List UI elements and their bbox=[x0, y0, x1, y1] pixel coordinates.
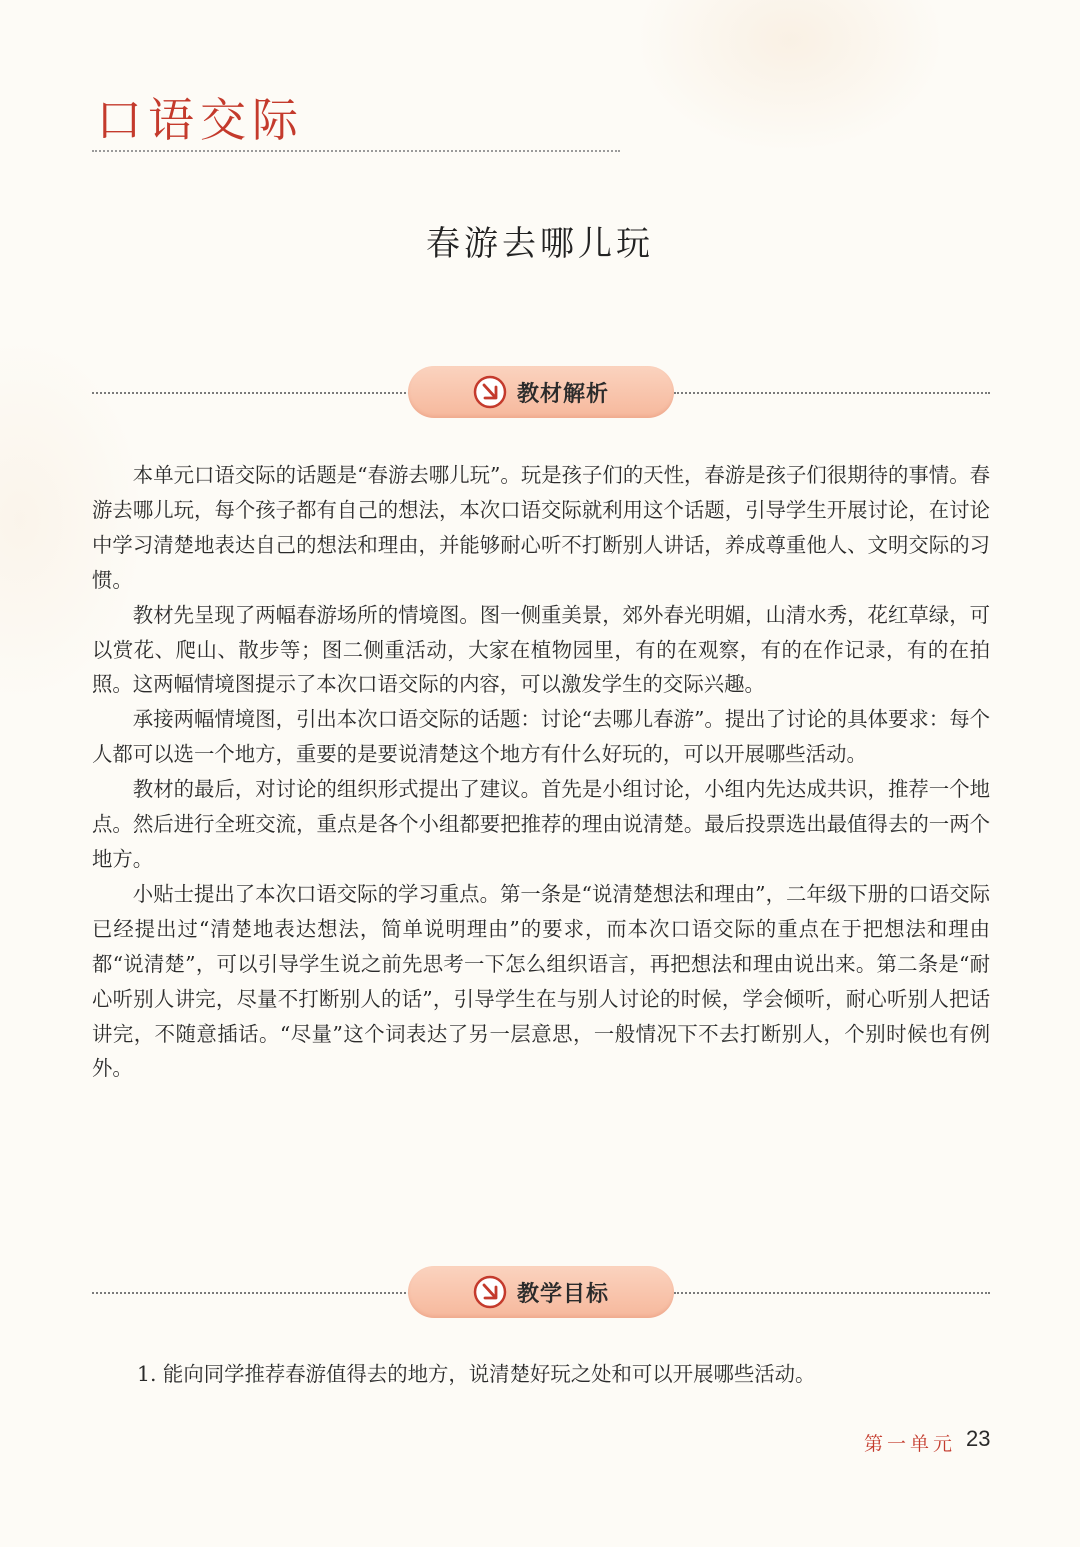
page-number: 23 bbox=[966, 1426, 991, 1451]
analysis-paragraph: 本单元口语交际的话题是“春游去哪儿玩”。玩是孩子们的天性，春游是孩子们很期待的事情。春游去哪儿玩，每个孩子都有自己的想法，本次口语交际就利用这个话题，引导学生开展讨论，在讨论中学习清楚地表达自己的想法和理由，并能够耐心听不打断别人讲话，养成尊重他人、文明交际的习惯。 bbox=[92, 463, 990, 592]
objectives-heading-pill bbox=[408, 1266, 674, 1318]
arrow-down-right-icon bbox=[473, 375, 507, 409]
footer-unit-label: 第一单元 bbox=[864, 1433, 957, 1455]
analysis-heading-pill bbox=[408, 366, 674, 418]
analysis-paragraph: 承接两幅情境图，引出本次口语交际的话题：讨论“去哪儿春游”。提出了讨论的具体要求：每个人都可以选一个地方，重要的是要说清楚这个地方有什么好玩的，可以开展哪些活动。 bbox=[92, 707, 990, 767]
analysis-paragraph: 教材的最后，对讨论的组织形式提出了建议。首先是小组讨论，小组内先达成共识，推荐一个地点。然后进行全班交流，重点是各个小组都要把推荐的理由说清楚。最后投票选出最值得去的一两个地方。 bbox=[92, 777, 990, 871]
analysis-paragraph: 小贴士提出了本次口语交际的学习重点。第一条是“说清楚想法和理由”，二年级下册的口语交际已经提出过“清楚地表达想法，简单说明理由”的要求，而本次口语交际的重点在于把想法和理由都“说清楚”，可以引导学生说之前先思考一下怎么组织语言，再把想法和理由说出来。第二条是“耐心听别人讲完，尽量不打断别人的话”，引导学生在与别人讨论的时候，学会倾听，耐心听别人把话讲完，不随意插话。“尽量”这个词表达了另一层意思，一般情况下不去打断别人，个别时候也有例外。 bbox=[92, 881, 990, 1081]
dotted-rule-right bbox=[674, 392, 990, 394]
analysis-paragraph: 教材先呈现了两幅春游场所的情境图。图一侧重美景，郊外春光明媚，山清水秀，花红草绿，可以赏花、爬山、散步等；图二侧重活动，大家在植物园里，有的在观察，有的在作记录，有的在拍照。这两幅情境图提示了本次口语交际的内容，可以激发学生的交际兴趣。 bbox=[92, 602, 990, 697]
dotted-rule-right bbox=[674, 1292, 990, 1294]
arrow-down-right-icon bbox=[473, 1275, 507, 1309]
objectives-divider bbox=[92, 1266, 990, 1320]
lesson-title: 春游去哪儿玩 bbox=[426, 224, 654, 264]
analysis-heading-label: 教材解析 bbox=[516, 381, 609, 407]
objectives-heading-label: 教学目标 bbox=[516, 1281, 609, 1307]
objective-item: 1. 能向同学推荐春游值得去的地方，说清楚好玩之处和可以开展哪些活动。 bbox=[137, 1362, 816, 1386]
dotted-rule-left bbox=[92, 392, 410, 394]
analysis-body bbox=[92, 458, 990, 1086]
section-label: 口语交际 bbox=[96, 93, 304, 147]
section-label-underline bbox=[92, 150, 620, 152]
dotted-rule-left bbox=[92, 1292, 410, 1294]
analysis-divider bbox=[92, 366, 990, 420]
